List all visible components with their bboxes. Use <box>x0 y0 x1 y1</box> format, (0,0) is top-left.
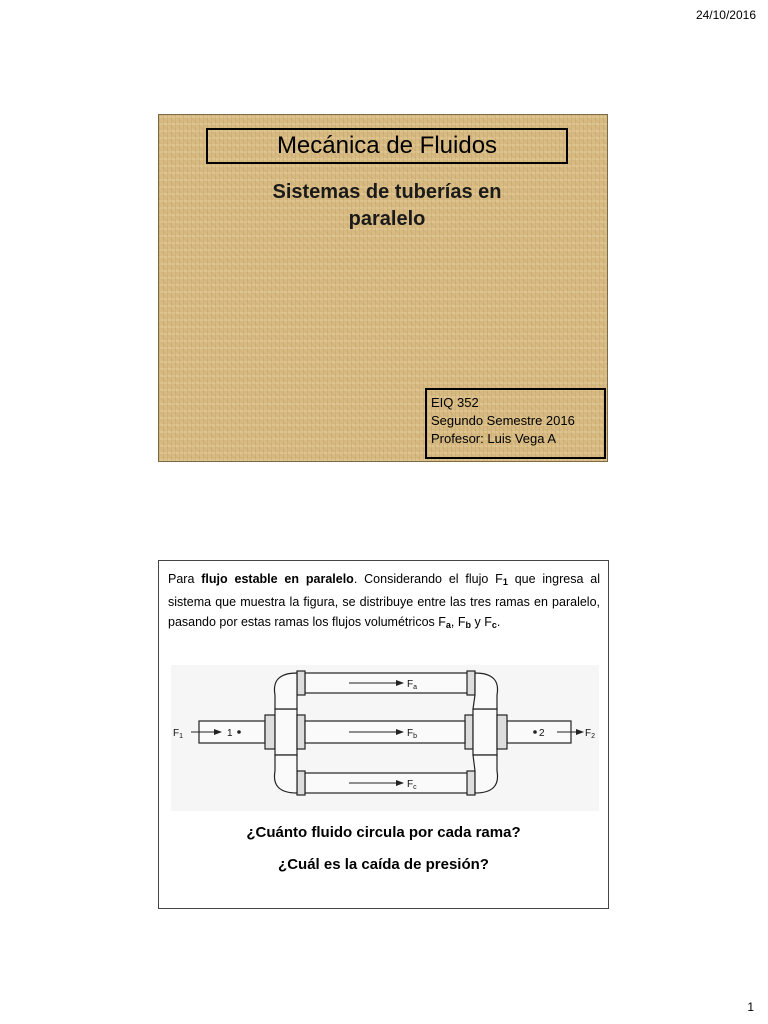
question-pressure: ¿Cuál es la caída de presión? <box>278 856 489 873</box>
label-f1: $F_1$ <box>173 728 184 740</box>
parallel-pipes-figure <box>171 665 599 811</box>
label-fa: $F_a$ <box>407 679 418 691</box>
title-slide <box>158 114 608 462</box>
para-subscript: a <box>445 620 451 630</box>
content-slide <box>158 560 609 909</box>
label-point-2: 2 <box>539 728 545 739</box>
label-point-1: 1 <box>227 728 233 739</box>
para-subscript: 1 <box>502 577 508 587</box>
para-text: Para <box>168 572 202 586</box>
intro-paragraph <box>168 569 600 635</box>
para-text: . <box>496 615 501 629</box>
subtitle-line-2: paralelo <box>348 208 426 230</box>
para-subscript: c <box>491 620 497 630</box>
para-text: y F <box>471 615 492 629</box>
label-f2: $F_2$ <box>585 728 596 740</box>
para-subscript: b <box>465 620 472 630</box>
para-text: que ingresa al sistema que muestra la figura, se distribuye entre las tres ramas en paralelo, pasando por estas ramas los flujos volumétricos F <box>168 572 600 629</box>
pipes-diagram <box>171 665 599 811</box>
page-number: 1 <box>747 1000 754 1014</box>
para-text: . Considerando el flujo F <box>353 572 503 586</box>
slide-title: Mecánica de Fluidos <box>206 128 568 164</box>
label-fc: $F_c$ <box>407 779 417 791</box>
course-code: EIQ 352 <box>431 395 479 410</box>
slide-subtitle <box>219 179 555 233</box>
subtitle-line-1: Sistemas de tuberías en <box>272 181 502 203</box>
course-info-box <box>425 388 606 459</box>
para-text: , F <box>450 615 466 629</box>
para-bold-text: flujo estable en paralelo <box>201 572 354 586</box>
question-flow: ¿Cuánto fluido circula por cada rama? <box>246 824 521 841</box>
page-date: 24/10/2016 <box>695 8 756 22</box>
label-fb: $F_b$ <box>407 728 418 740</box>
professor: Profesor: Luis Vega A <box>431 431 557 446</box>
semester: Segundo Semestre 2016 <box>431 413 575 428</box>
